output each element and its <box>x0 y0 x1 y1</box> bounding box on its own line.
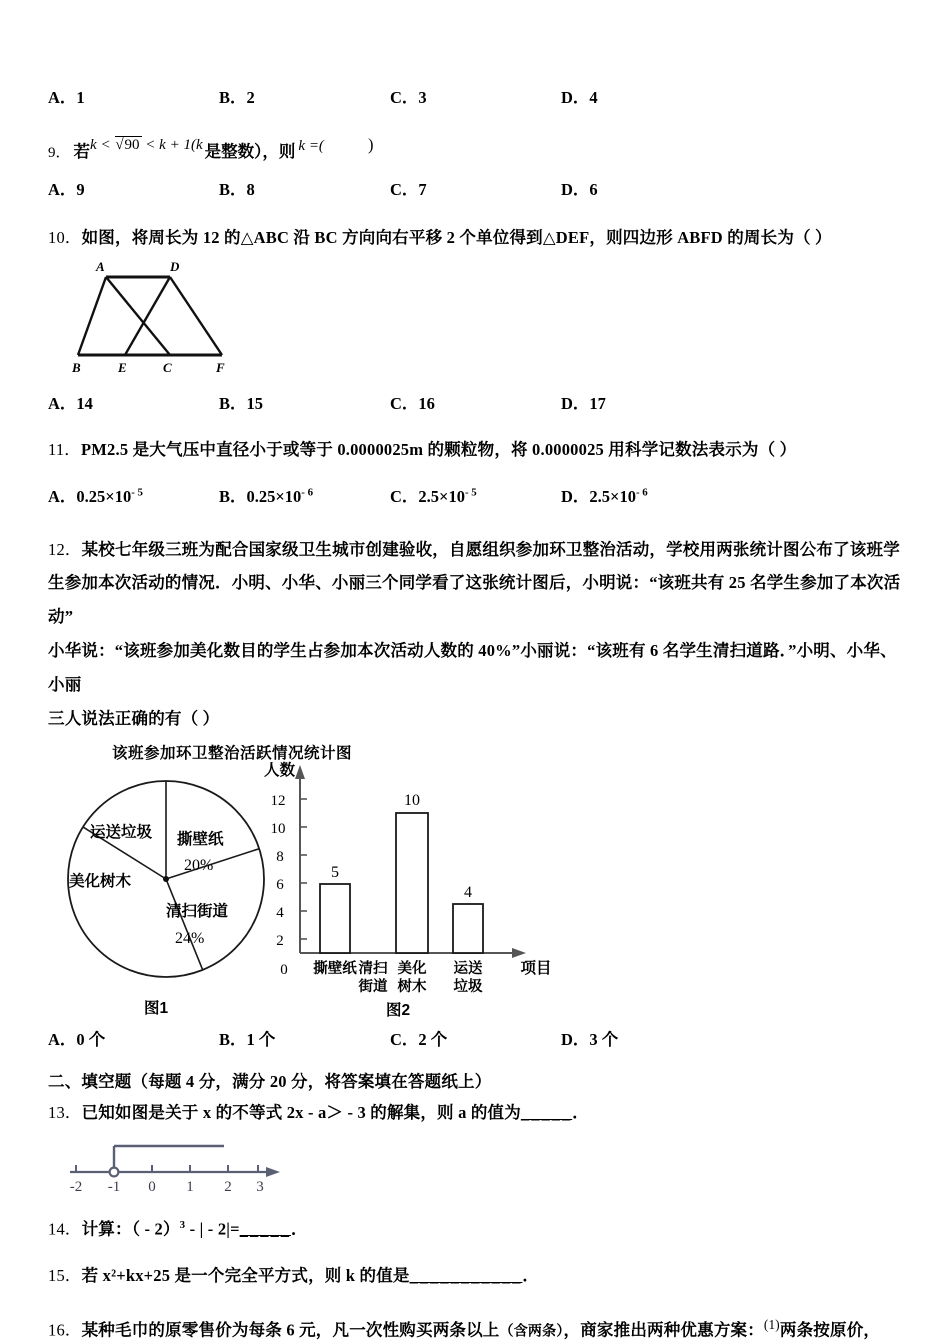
q11-option-a-label: A． <box>48 486 77 506</box>
q11-option-b[interactable] <box>219 483 390 507</box>
bar-value-transport-garbage: 4 <box>464 884 472 902</box>
q10-text: 如图，将周长为 12 的△ABC 沿 BC 方向向右平移 2 个单位得到△DEF，则四边形 ABFD 的周长为（ ） <box>81 228 832 247</box>
q11-option-c-mantissa: 2.5×10 <box>418 486 465 506</box>
q14-number: 14． <box>48 1219 82 1239</box>
q11-option-b-label: B． <box>219 486 247 506</box>
question-10 <box>48 226 908 251</box>
statistics-chart-title: 该班参加环卫整治活跃情况统计图 <box>112 745 353 763</box>
q11-option-c-label: C． <box>390 486 419 506</box>
q12-option-c[interactable]: C．2 个 <box>390 1030 448 1050</box>
pie-caption: 图1 <box>144 1000 169 1018</box>
number-line-svg <box>58 1132 308 1194</box>
q12-option-d[interactable]: D．3 个 <box>561 1030 619 1050</box>
q9-option-d[interactable]: D．6 <box>561 180 598 199</box>
q8-options-row <box>48 84 908 108</box>
pie-label-beautify-trees: 美化树木 <box>69 873 132 891</box>
q9-close-paren: ) <box>367 135 374 154</box>
q12-line-3: 小华说：“该班参加美化数目的学生占参加本次活动人数的 40%”小丽说：“该班有 6 名学生清扫道路．”小明、小华、小丽 <box>48 640 897 694</box>
q10-options-row <box>48 390 908 414</box>
q13-text: 已知如图是关于 x 的不等式 2x - a＞ - 3 的解集，则 a 的值为 <box>81 1103 521 1123</box>
q8-option-d[interactable]: D．4 <box>561 88 598 107</box>
question-15 <box>48 1264 908 1289</box>
q12-line-2: 生参加本次活动的情况．小明、小华、小丽三个同学看了这张统计图后，小明说：“该班共有 25 名学生参加了本次活动” <box>48 573 901 627</box>
section-2-heading: 二、填空题（每题 4 分，满分 20 分，将答案填在答题纸上） <box>48 1072 492 1092</box>
q10-option-b[interactable]: B．15 <box>219 393 264 413</box>
q11-option-b-mantissa: 0.25×10 <box>246 486 302 506</box>
bar-tearing-wallpaper <box>320 884 350 953</box>
ytick-8: 8 <box>276 849 284 866</box>
q14-answer-blank[interactable]: _____ <box>239 1219 291 1239</box>
ytick-6: 6 <box>276 877 284 894</box>
q9-options-row <box>48 176 908 200</box>
q14-exponent: 3 <box>179 1218 186 1231</box>
bar-chart <box>248 753 578 1033</box>
q8-option-b[interactable]: B．2 <box>219 88 255 107</box>
numberline-tick-3: 3 <box>256 1178 264 1194</box>
numberline-tick-2: 2 <box>224 1178 232 1194</box>
q9-option-b[interactable]: B．8 <box>219 180 255 199</box>
xlabel-sweeping-street-line2: 街道 <box>358 979 388 996</box>
q16-superscript-1: (1) <box>763 1316 780 1332</box>
q12-option-b[interactable]: B．1 个 <box>219 1030 276 1050</box>
triangle-translation-diagram <box>70 257 250 377</box>
page-content <box>48 84 908 1343</box>
label-F: F <box>216 359 225 375</box>
pie-value-tearing-wallpaper: 20% <box>184 857 214 875</box>
bar-caption: 图2 <box>385 1002 411 1020</box>
q14-text-mid: - | - 2|= <box>185 1219 240 1239</box>
q15-text-before: 若 x²+kx+25 是一个完全平方式，则 k 的值是 <box>81 1266 410 1286</box>
numberline-tick--2: -2 <box>69 1178 83 1194</box>
label-A: A <box>96 258 105 274</box>
numberline-tick-1: 1 <box>186 1178 194 1194</box>
label-B: B <box>72 359 81 375</box>
xlabel-beautify-trees-line2: 树木 <box>397 979 427 996</box>
xlabel-beautify-trees-line1: 美化 <box>397 961 427 978</box>
q12-figures <box>48 741 908 1026</box>
pie-value-sweeping-street: 24% <box>175 930 205 948</box>
q9-number: 9． <box>48 145 71 161</box>
q9-option-c[interactable]: C．7 <box>390 180 427 199</box>
xlabel-transport-garbage-line2: 垃圾 <box>453 979 483 996</box>
q11-option-a-exponent: - 5 <box>131 486 143 498</box>
question-13 <box>48 1101 908 1126</box>
label-C: C <box>163 359 172 375</box>
q11-option-d-mantissa: 2.5×10 <box>589 486 636 506</box>
q11-number: 11． <box>48 439 81 459</box>
q14-text-before: 计算：（ - 2） <box>81 1219 180 1239</box>
q9-option-a[interactable]: A．9 <box>48 180 85 199</box>
q12-option-a[interactable]: A．0 个 <box>48 1030 106 1050</box>
bar-beautify-trees <box>396 813 428 953</box>
ytick-4: 4 <box>276 905 284 922</box>
question-16 <box>48 1315 908 1343</box>
pie-label-sweeping-street: 清扫街道 <box>166 903 229 921</box>
q10-figure-triangles <box>70 257 908 382</box>
q16-text-c: 两条按原价， <box>779 1320 881 1340</box>
q9-lead: 若 <box>73 142 91 161</box>
q8-option-c[interactable]: C．3 <box>390 88 427 107</box>
q10-option-d[interactable]: D．17 <box>561 393 606 413</box>
q13-period: ． <box>572 1103 589 1123</box>
ytick-0: 0 <box>280 962 288 979</box>
q9-tail-math: k =( <box>298 138 324 154</box>
q10-option-a[interactable]: A．14 <box>48 393 93 413</box>
q11-option-b-exponent: - 6 <box>301 486 314 498</box>
bar-transport-garbage <box>453 904 483 953</box>
label-D: D <box>170 258 180 274</box>
q11-option-a-mantissa: 0.25×10 <box>76 486 132 506</box>
q15-answer-blank[interactable]: ___________ <box>409 1266 523 1286</box>
q11-option-d-label: D． <box>561 486 590 506</box>
q12-line-4: 三人说法正确的有（ ） <box>48 708 220 728</box>
bar-value-tearing-wallpaper: 5 <box>331 864 339 882</box>
bar-value-beautify-trees: 10 <box>404 792 420 810</box>
pie-label-tearing-wallpaper: 撕壁纸 <box>177 831 224 849</box>
q11-option-c-exponent: - 5 <box>464 486 477 498</box>
q11-options-row <box>48 483 908 507</box>
numberline-tick--1: -1 <box>107 1178 121 1194</box>
numberline-tick-0: 0 <box>148 1178 156 1194</box>
ytick-2: 2 <box>276 933 284 950</box>
q8-option-a[interactable]: A．1 <box>48 88 85 107</box>
q13-number: 13． <box>48 1103 82 1123</box>
q16-text-a: 某种毛巾的原零售价为每条 6 元，凡一次性购买两条以上 <box>81 1320 500 1340</box>
q9-mid-text: 是整数），则 <box>204 142 296 161</box>
question-11 <box>48 438 908 463</box>
q12-number: 12． <box>48 539 82 559</box>
q13-figure-numberline <box>58 1132 908 1199</box>
q9-inline-math: k < √90 < k + 1(k <box>90 137 203 153</box>
ytick-10: 10 <box>270 821 286 838</box>
q11-option-d[interactable] <box>561 483 732 507</box>
q12-line-1: 某校七年级三班为配合国家级卫生城市创建验收，自愿组织参加环卫整治活动，学校用两张统计图公布了该班学 <box>81 539 900 559</box>
xlabel-sweeping-street-line1: 清扫 <box>358 961 388 978</box>
q11-option-a[interactable] <box>48 483 219 507</box>
q16-number: 16． <box>48 1320 82 1340</box>
label-E: E <box>118 359 127 375</box>
q14-period: ． <box>290 1219 308 1239</box>
q11-text: PM2.5 是大气压中直径小于或等于 0.0000025m 的颗粒物，将 0.0000025 用科学记数法表示为（ ） <box>81 439 797 459</box>
q11-option-d-exponent: - 6 <box>635 486 648 498</box>
q11-option-c[interactable] <box>390 483 561 507</box>
q15-number: 15． <box>48 1266 82 1286</box>
q10-number: 10． <box>48 228 82 247</box>
question-9 <box>48 135 908 162</box>
q10-option-c[interactable]: C．16 <box>390 393 435 413</box>
bar-chart-x-axis-label: 项目 <box>520 960 552 978</box>
bar-chart-y-axis-label: 人数 <box>264 762 296 780</box>
xlabel-tearing-wallpaper: 撕壁纸 <box>313 961 357 978</box>
pie-label-transport-garbage: 运送垃圾 <box>90 824 153 842</box>
q15-period: ． <box>522 1266 540 1286</box>
ytick-12: 12 <box>270 793 286 810</box>
xlabel-transport-garbage-line1: 运送 <box>453 961 483 978</box>
question-14 <box>48 1217 908 1242</box>
q16-text-b: ，商家推出两种优惠方案： <box>563 1320 764 1340</box>
q16-paren-group: （含两条） <box>499 1324 564 1340</box>
question-12 <box>48 533 908 736</box>
bar-chart-svg <box>248 753 578 1028</box>
q13-answer-blank[interactable]: _____ <box>520 1103 573 1123</box>
